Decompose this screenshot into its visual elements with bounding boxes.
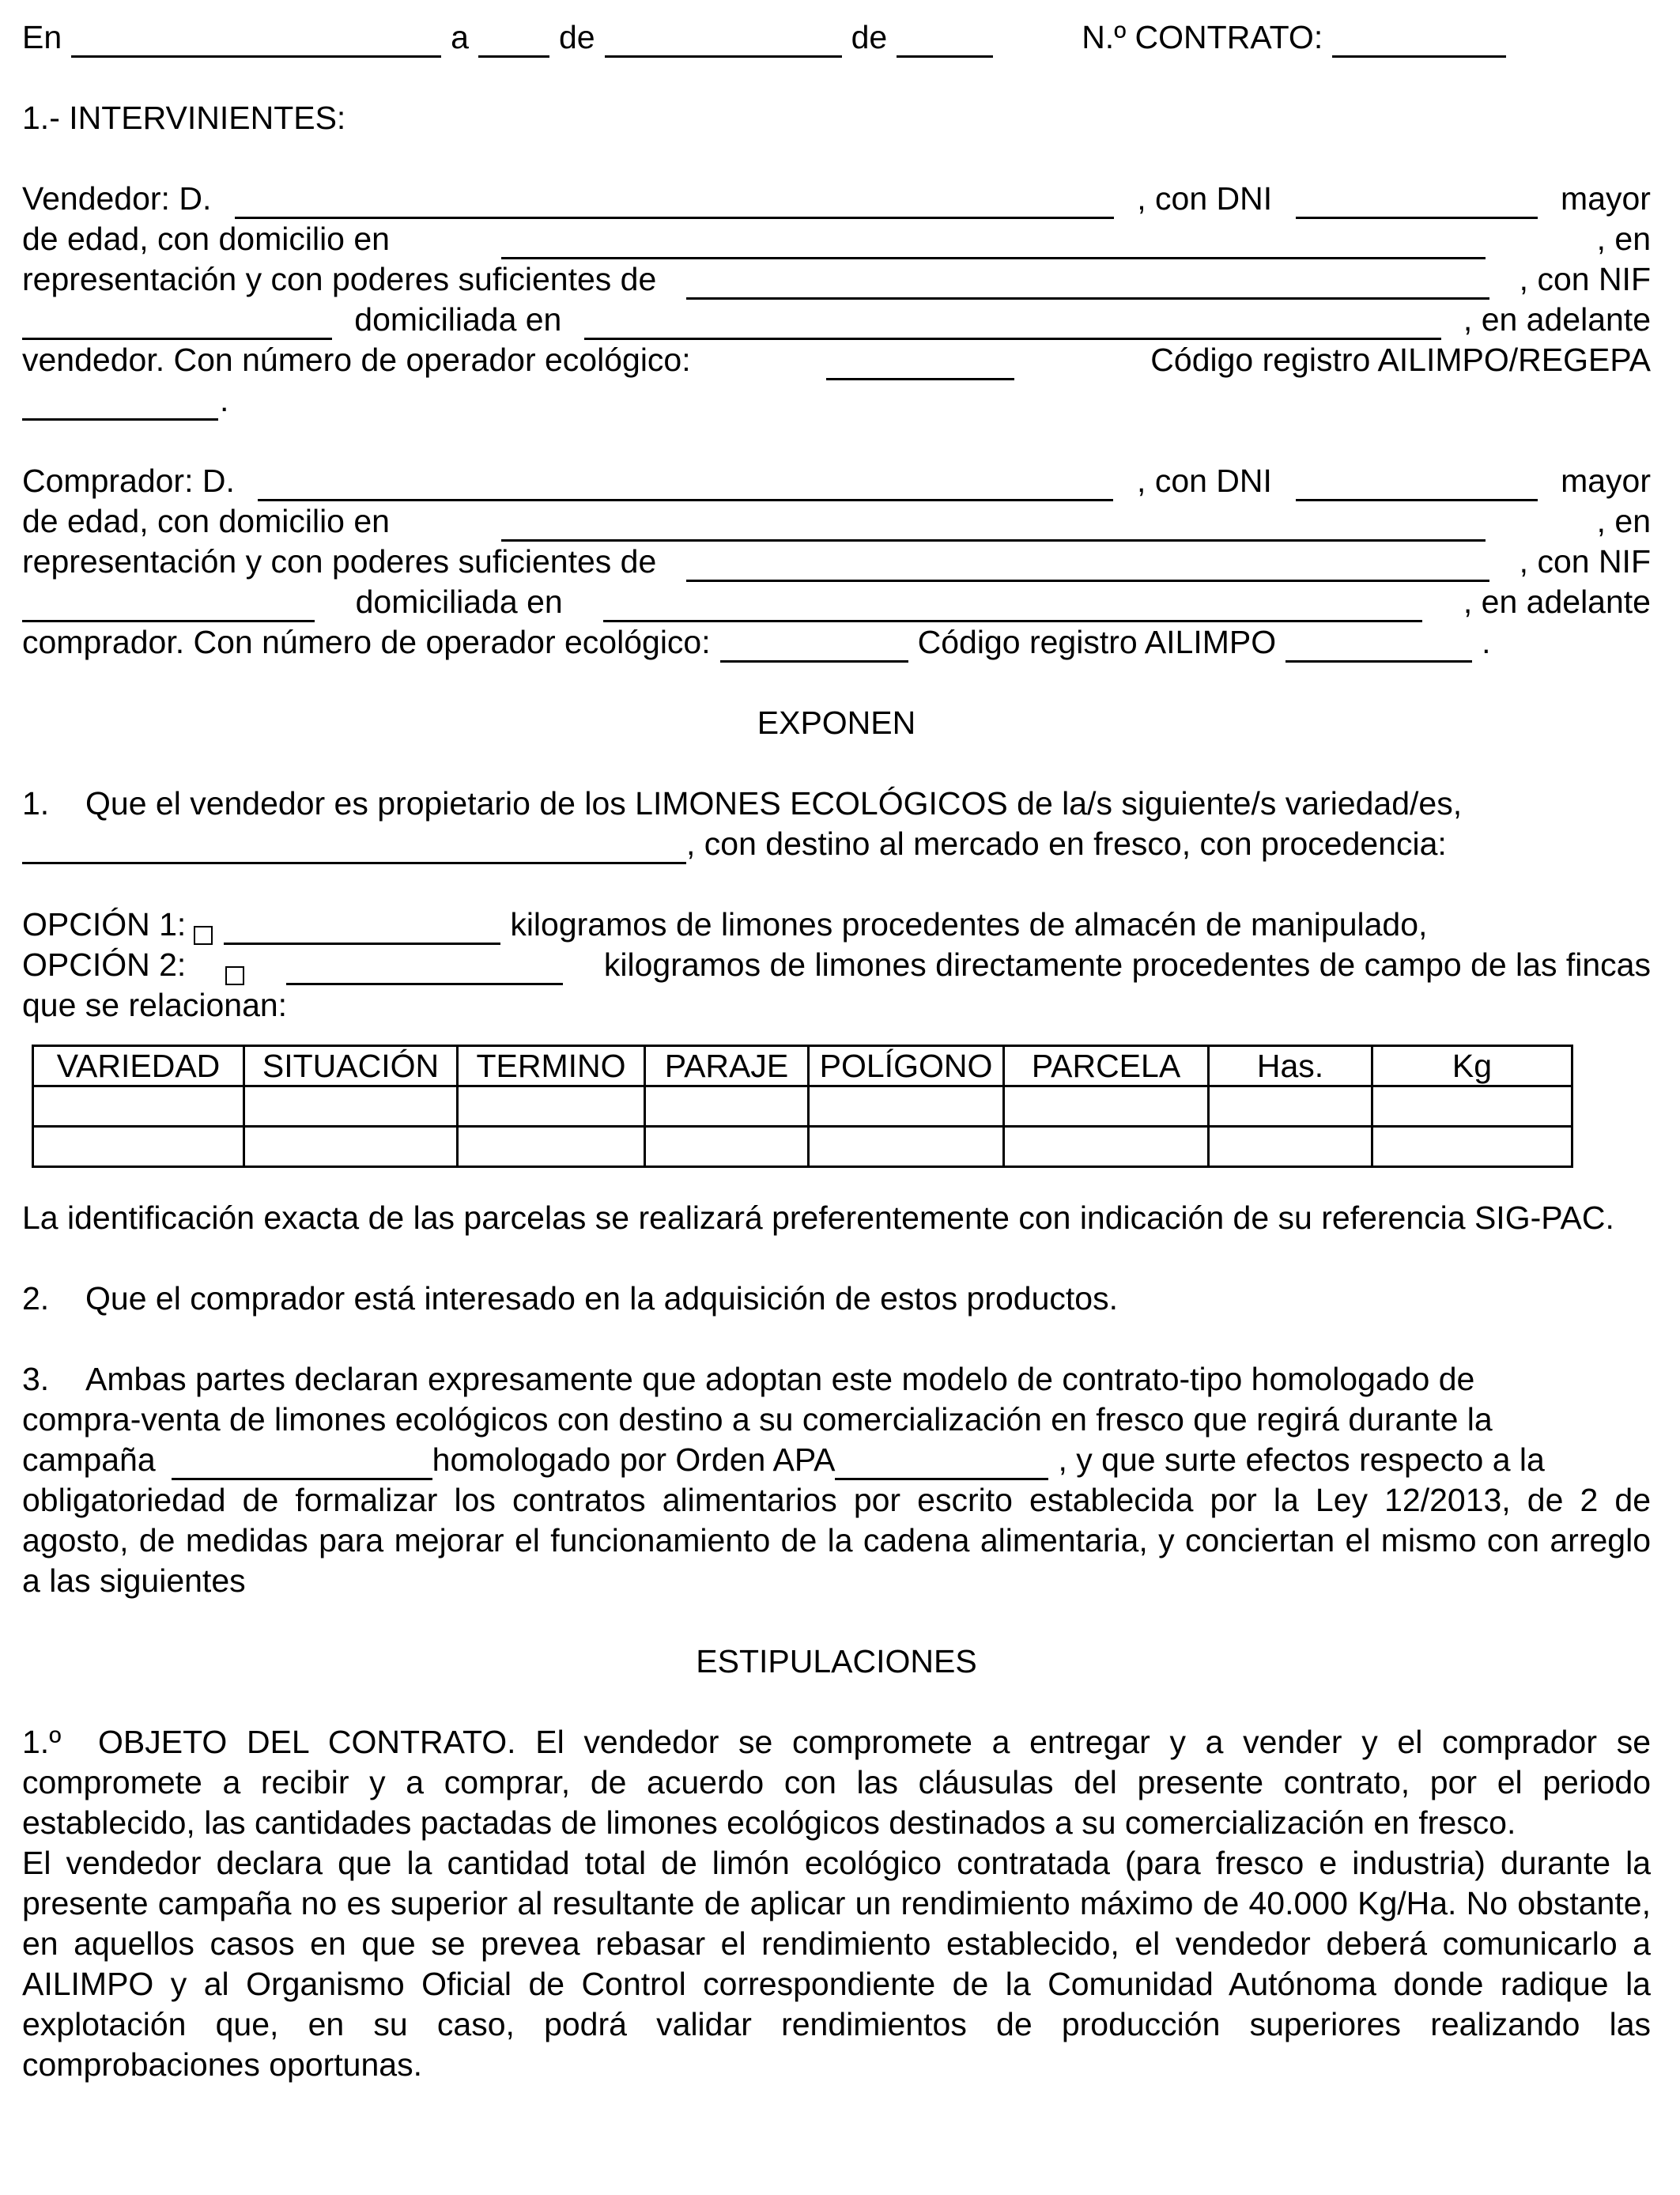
comprador-label: Comprador: D. [22, 463, 235, 499]
vendedor-nif-field[interactable] [22, 308, 332, 340]
table-cell[interactable] [33, 1086, 244, 1127]
exponen-1-text-2: , con destino al mercado en fresco, con procedencia: [686, 825, 1447, 862]
comprador-registro-field[interactable] [1285, 630, 1472, 663]
vendedor-block [22, 179, 1651, 421]
col-termino: TERMINO [458, 1046, 645, 1086]
campana-label: campaña [22, 1441, 156, 1478]
exponen-1-number: 1. [22, 785, 50, 822]
opcion-1-label: OPCIÓN 1: [22, 906, 187, 943]
table-cell[interactable] [645, 1127, 809, 1167]
vendedor-en-text: , en [1596, 221, 1651, 257]
exponen-title: EXPONEN [757, 705, 916, 741]
vendedor-domicilio-label: de edad, con domicilio en [22, 221, 390, 257]
opcion-2-checkbox[interactable] [225, 966, 244, 985]
vendedor-dni-field[interactable] [1296, 187, 1538, 219]
exponen-3-number: 3. [22, 1361, 50, 1397]
vendedor-representacion-label: representación y con poderes suficientes de [22, 261, 657, 297]
estipulacion-1-text: OBJETO DEL CONTRATO. El vendedor se compromete a entregar y a vender y el comprador se compromete a recibir y a comprar, de acuerdo con las cláusulas del presente contrato, por el periodo establecido, las cantidades pactadas de limones ecológicos destinados a su comercialización en fresco. [22, 1724, 1651, 1841]
comprador-registro-label: Código registro AILIMPO [917, 624, 1277, 660]
comprador-nif-field[interactable] [22, 590, 315, 622]
parcelas-table [32, 1045, 1573, 1168]
day-field[interactable] [478, 25, 549, 58]
col-variedad: VARIEDAD [33, 1046, 244, 1086]
table-cell[interactable] [244, 1086, 458, 1127]
comprador-representacion-label: representación y con poderes suficientes de [22, 543, 657, 580]
comprador-block [22, 461, 1651, 663]
table-row [33, 1127, 1572, 1167]
opcion-2-text: kilogramos de limones directamente procedentes de campo de las fincas [603, 946, 1651, 983]
opcion-1-kg-field[interactable] [224, 912, 500, 945]
comprador-domiciliada-field[interactable] [603, 590, 1422, 622]
header-line [22, 17, 1651, 58]
month-field[interactable] [605, 25, 842, 58]
contract-number-field[interactable] [1332, 25, 1506, 58]
year-field[interactable] [897, 25, 993, 58]
estipulaciones-title: ESTIPULACIONES [696, 1643, 977, 1679]
header-en: En [22, 19, 62, 55]
vendedor-dni-label: , con DNI [1137, 180, 1273, 217]
opcion-2-label: OPCIÓN 2: [22, 946, 187, 983]
exponen-1-text: Que el vendedor es propietario de los LIMONES ECOLÓGICOS de la/s siguiente/s variedad/es, [85, 785, 1463, 822]
opcion-1 [22, 905, 1651, 945]
col-parcela: PARCELA [1004, 1046, 1209, 1086]
vendedor-registro-field[interactable] [22, 388, 218, 421]
table-cell[interactable] [33, 1127, 244, 1167]
estipulacion-1-text-2: El vendedor declara que la cantidad total de limón ecológico contratada (para fresco e industria) durante la presente campaña no es superior al resultante de aplicar un rendimiento máximo de 40.000 Kg/Ha. No obstante, en aquellos casos en que se prevea rebasar el rendimiento establecido, el vendedor deberá comunicarlo a AILIMPO y al Organismo Oficial de Control correspondiente de la Comunidad Autónoma donde radique la explotación que, en su caso, podrá validar rendimientos de producción superiores realizando las comprobaciones oportunas. [22, 1845, 1651, 2083]
col-kg: Kg [1372, 1046, 1572, 1086]
exponen-3-text-3: , y que surte efectos respecto a la [1058, 1441, 1545, 1478]
table-cell[interactable] [458, 1086, 645, 1127]
exponen-1 [22, 784, 1651, 824]
contract-number-label: N.º CONTRATO: [1082, 19, 1323, 55]
table-cell[interactable] [1004, 1127, 1209, 1167]
campana-field[interactable] [172, 1448, 432, 1480]
vendedor-label: Vendedor: D. [22, 180, 212, 217]
vendedor-name-field[interactable] [235, 187, 1114, 219]
comprador-representado-field[interactable] [686, 550, 1489, 582]
comprador-mayor-text: mayor [1561, 463, 1651, 499]
variedades-field[interactable] [22, 832, 686, 864]
vendedor-adelante-text: , en adelante [1463, 301, 1651, 338]
table-header-row [33, 1046, 1572, 1086]
opcion-2-kg-field[interactable] [286, 953, 563, 985]
comprador-domicilio-label: de edad, con domicilio en [22, 503, 390, 539]
opcion-1-checkbox[interactable] [194, 926, 213, 945]
opcion-2-cont: que se relacionan: [22, 987, 288, 1023]
table-cell[interactable] [458, 1127, 645, 1167]
exponen-3-text-rest: obligatoriedad de formalizar los contratos alimentarios por escrito establecida por la Ley 12/2013, de 2 de agosto, de medidas para mejorar el funcionamiento de la cadena alimentaria, y conciertan el mismo con arreglo a las siguientes [22, 1482, 1651, 1599]
header-a: a [451, 19, 469, 55]
comprador-operador-label: comprador. Con número de operador ecológico: [22, 624, 711, 660]
orden-apa-label: homologado por Orden APA [432, 1441, 836, 1478]
header-de1: de [558, 19, 595, 55]
comprador-en-text: , en [1596, 503, 1651, 539]
vendedor-operador-label: vendedor. Con número de operador ecológico: [22, 342, 691, 378]
estipulacion-1-number: 1.º [22, 1724, 62, 1760]
table-row [33, 1086, 1572, 1127]
table-cell[interactable] [1372, 1086, 1572, 1127]
sigpac-text: La identificación exacta de las parcelas se realizará preferentemente con indicación de su referencia SIG-PAC. [22, 1200, 1614, 1236]
col-has: Has. [1209, 1046, 1372, 1086]
table-cell[interactable] [1209, 1086, 1372, 1127]
vendedor-operador-field[interactable] [826, 348, 1014, 380]
comprador-end-dot: . [1482, 624, 1491, 660]
comprador-domicilio-field[interactable] [501, 509, 1486, 542]
comprador-domiciliada-label: domiciliada en [355, 584, 563, 620]
opcion-2 [22, 945, 1651, 985]
comprador-dni-field[interactable] [1296, 469, 1538, 501]
vendedor-domiciliada-field[interactable] [584, 308, 1441, 340]
exponen-2-text: Que el comprador está interesado en la adquisición de estos productos. [85, 1280, 1118, 1317]
exponen-2 [22, 1279, 1651, 1319]
comprador-operador-field[interactable] [720, 630, 908, 663]
table-cell[interactable] [1372, 1127, 1572, 1167]
vendedor-mayor-text: mayor [1561, 180, 1651, 217]
vendedor-end-dot: . [220, 382, 229, 418]
estipulacion-1 [22, 1722, 1651, 2085]
opcion-1-text: kilogramos de limones procedentes de almacén de manipulado, [510, 906, 1428, 943]
exponen-2-number: 2. [22, 1280, 50, 1317]
table-cell[interactable] [1209, 1127, 1372, 1167]
exponen-3-text-1: Ambas partes declaran expresamente que adoptan este modelo de contrato-tipo homologado de [85, 1361, 1475, 1397]
col-situacion: SITUACIÓN [244, 1046, 458, 1086]
exponen-3 [22, 1359, 1651, 1601]
table-cell[interactable] [809, 1127, 1004, 1167]
comprador-adelante-text: , en adelante [1463, 584, 1651, 620]
vendedor-registro-label: Código registro AILIMPO/REGEPA [1150, 342, 1651, 378]
vendedor-representado-field[interactable] [686, 267, 1489, 300]
table-cell[interactable] [645, 1086, 809, 1127]
header-de2: de [851, 19, 888, 55]
table-cell[interactable] [1004, 1086, 1209, 1127]
comprador-nif-label: , con NIF [1519, 543, 1651, 580]
col-poligono: POLÍGONO [809, 1046, 1004, 1086]
table-cell[interactable] [809, 1086, 1004, 1127]
comprador-dni-label: , con DNI [1137, 463, 1272, 499]
comprador-name-field[interactable] [258, 469, 1113, 501]
vendedor-domiciliada-label: domiciliada en [354, 301, 562, 338]
intervinientes-title: 1.- INTERVINIENTES: [22, 100, 346, 136]
table-cell[interactable] [244, 1127, 458, 1167]
city-field[interactable] [71, 25, 441, 58]
vendedor-domicilio-field[interactable] [501, 227, 1486, 259]
exponen-3-text-2: compra-venta de limones ecológicos con destino a su comercialización en fresco que regirá durante la [22, 1401, 1493, 1438]
vendedor-nif-label: , con NIF [1519, 261, 1651, 297]
orden-apa-field[interactable] [835, 1448, 1048, 1480]
col-paraje: PARAJE [645, 1046, 809, 1086]
